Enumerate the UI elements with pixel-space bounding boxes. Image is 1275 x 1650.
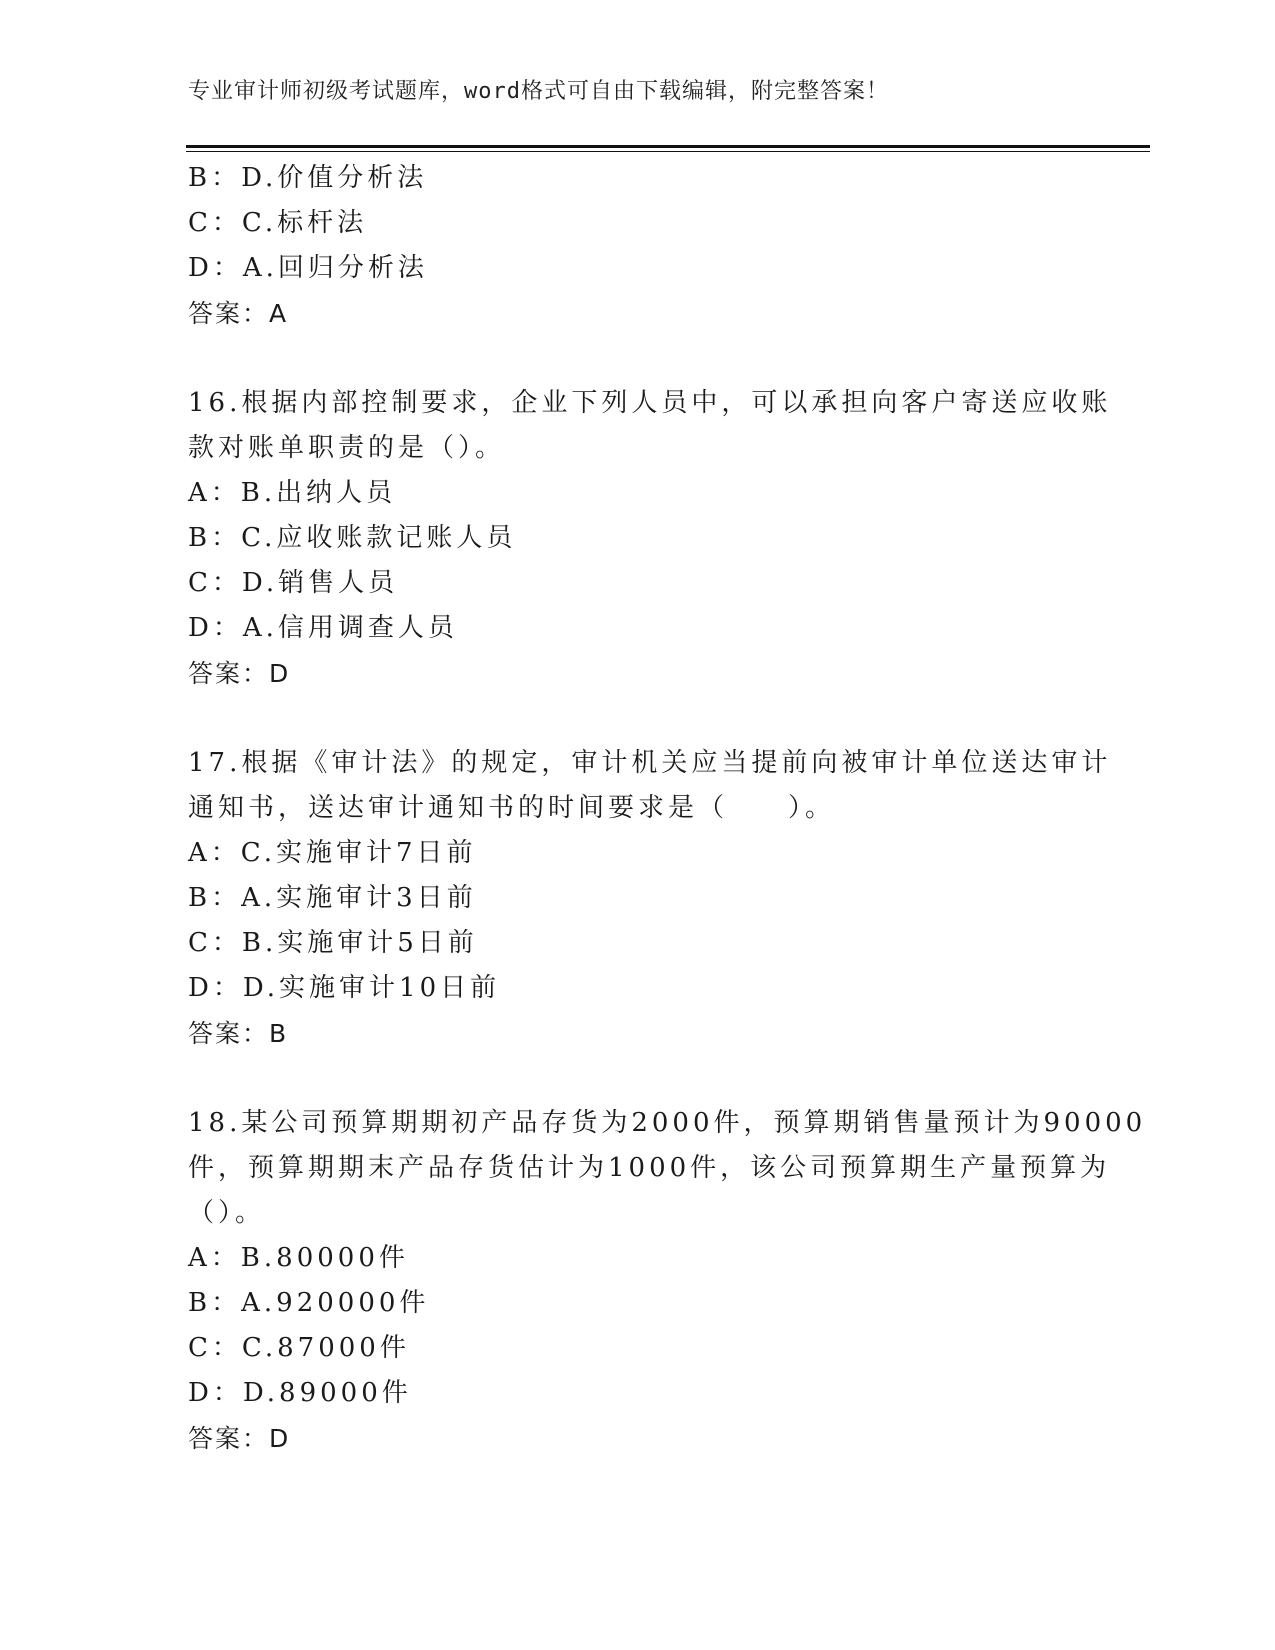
option-c: C：B.实施审计5日前 [188,928,478,958]
option-a: A：B.出纳人员 [188,478,397,508]
header-rule-thick [186,145,1150,148]
option-d: D：A.信用调查人员 [188,613,458,643]
option-b: B：D.价值分析法 [188,163,428,193]
header-rule-thin [186,151,1150,152]
question-stem-line: 18.某公司预算期期初产品存货为2000件，预算期销售量预计为90000 [188,1108,1147,1138]
option-a: A：C.实施审计7日前 [188,838,477,868]
question-stem-line: 件，预算期期末产品存货估计为1000件，该公司预算期生产量预算为 [188,1153,1111,1183]
option-b: B：A.920000件 [188,1288,430,1318]
question-stem-line: 通知书，送达审计通知书的时间要求是（ ）。 [188,793,836,823]
option-c: C：D.销售人员 [188,568,399,598]
option-b: B：C.应收账款记账人员 [188,523,517,553]
page-header: 专业审计师初级考试题库，word格式可自由下载编辑，附完整答案！ [188,79,889,104]
option-c: C：C.标杆法 [188,208,368,238]
option-b: B：A.实施审计3日前 [188,883,477,913]
question-stem-line: 款对账单职责的是（）。 [188,433,506,463]
answer: 答案：A [188,299,289,328]
question-stem-line: 16.根据内部控制要求，企业下列人员中，可以承担向客户寄送应收账 [188,388,1112,418]
option-d: D：D.实施审计10日前 [188,973,501,1003]
option-c: C：C.87000件 [188,1333,410,1363]
question-stem-line: （）。 [188,1198,266,1228]
question-stem-line: 17.根据《审计法》的规定，审计机关应当提前向被审计单位送达审计 [188,748,1112,778]
question-17 [188,741,1112,1056]
option-d: D：A.回归分析法 [188,253,428,283]
question-16 [188,381,1112,696]
answer: 答案：D [188,1424,291,1453]
answer: 答案：B [188,1019,289,1048]
answer: 答案：D [188,659,291,688]
option-a: A：B.80000件 [188,1243,409,1273]
option-d: D：D.89000件 [188,1378,412,1408]
question-18 [188,1101,1147,1461]
question-15-continuation [188,156,1108,336]
content-area [188,156,1147,1461]
